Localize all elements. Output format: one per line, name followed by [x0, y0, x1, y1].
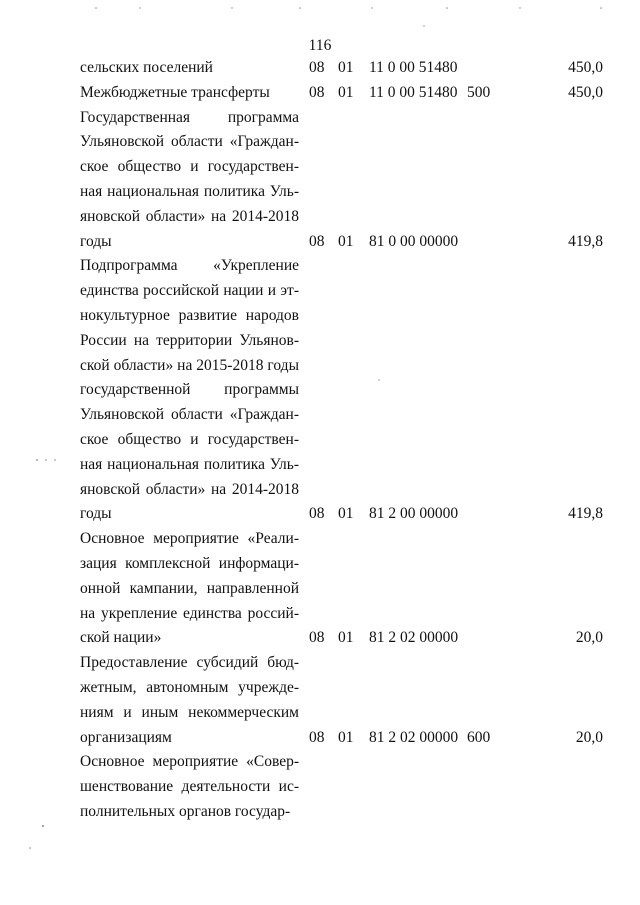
- section-code: 08: [309, 232, 325, 250]
- section-code: 08: [309, 629, 325, 647]
- description-line: зация комплексной информаци-: [80, 554, 299, 572]
- description-line: ское общество и государствен-: [80, 158, 299, 176]
- subsection-code: 01: [338, 728, 354, 746]
- expense-type-code: 500: [467, 83, 491, 101]
- amount: 419,8: [568, 232, 603, 250]
- table-row: [0, 750, 640, 824]
- section-code: 08: [309, 83, 325, 101]
- description-line: сельских поселений: [80, 59, 213, 76]
- description-line: Основное мероприятие «Реали-: [80, 530, 299, 548]
- row-codes: [0, 502, 640, 527]
- subsection-code: 01: [338, 232, 354, 250]
- page-number: 116: [308, 37, 332, 54]
- table-row: [0, 254, 640, 527]
- description-line: полнительных органов государ-: [80, 802, 291, 820]
- row-codes: [0, 230, 640, 255]
- target-article-code: 81 0 00 00000: [369, 232, 459, 250]
- subsection-code: 01: [338, 59, 354, 76]
- description-line: жетным, автономным учрежде-: [80, 678, 299, 696]
- table-row: [0, 81, 640, 106]
- description-line: Подпрограмма «Укрепление: [80, 257, 299, 275]
- row-codes: [0, 800, 640, 825]
- amount: 20,0: [575, 728, 603, 746]
- amount: 450,0: [568, 83, 603, 101]
- description-line: Государственная программа: [80, 108, 299, 126]
- description-line: единства российской нации и эт-: [80, 282, 299, 300]
- description-line: годы: [80, 232, 112, 250]
- subsection-code: 01: [338, 629, 354, 647]
- description-line: ниям и иным некоммерческим: [80, 703, 299, 721]
- subsection-code: 01: [338, 505, 354, 523]
- description-line: шенствование деятельности ис-: [80, 778, 299, 796]
- description-line: Ульяновской области «Граждан-: [80, 406, 299, 424]
- description-line: Предоставление субсидий бюд-: [80, 654, 299, 672]
- section-code: 08: [309, 505, 325, 523]
- amount: 450,0: [568, 59, 603, 76]
- description-line: яновской области» на 2014-2018: [80, 207, 299, 225]
- target-article-code: 81 2 02 00000: [369, 629, 459, 647]
- description-line: на укрепление единства россий-: [80, 604, 299, 622]
- section-code: 08: [309, 59, 325, 76]
- row-codes: [0, 626, 640, 651]
- amount: 20,0: [575, 629, 603, 647]
- subsection-code: 01: [338, 83, 354, 101]
- row-codes: [0, 56, 640, 81]
- description-line: нокультурное развитие народов: [80, 306, 299, 324]
- table-row: [0, 527, 640, 651]
- table-row: [0, 106, 640, 255]
- target-article-code: 81 2 02 00000: [369, 728, 459, 746]
- description-line: государственной программы: [80, 381, 299, 399]
- description-line: Основное мероприятие «Совер-: [80, 753, 299, 771]
- description-line: годы: [80, 505, 112, 523]
- budget-table: [0, 56, 640, 825]
- description-line: Ульяновской области «Граждан-: [80, 133, 299, 151]
- section-code: 08: [309, 728, 325, 746]
- amount: 419,8: [568, 505, 603, 523]
- table-row: [0, 651, 640, 750]
- description-line: ское общество и государствен-: [80, 430, 299, 448]
- expense-type-code: 600: [467, 728, 491, 746]
- description-line: ской области» на 2015-2018 годы: [80, 356, 299, 374]
- row-codes: [0, 81, 640, 106]
- description-line: ная национальная политика Уль-: [80, 455, 299, 473]
- row-codes: [0, 726, 640, 751]
- description-line: ской нации»: [80, 629, 162, 647]
- target-article-code: 11 0 00 51480: [369, 83, 458, 101]
- description-line: организациям: [80, 728, 172, 746]
- description-line: яновской области» на 2014-2018: [80, 480, 299, 498]
- description-line: онной кампании, направленной: [80, 579, 299, 597]
- table-row: [0, 56, 640, 81]
- description-line: России на территории Ульянов-: [80, 331, 299, 349]
- target-article-code: 11 0 00 51480: [369, 59, 458, 76]
- row-description: [80, 254, 299, 527]
- description-line: ная национальная политика Уль-: [80, 182, 299, 200]
- description-line: Межбюджетные трансферты: [80, 83, 270, 101]
- target-article-code: 81 2 00 00000: [369, 505, 459, 523]
